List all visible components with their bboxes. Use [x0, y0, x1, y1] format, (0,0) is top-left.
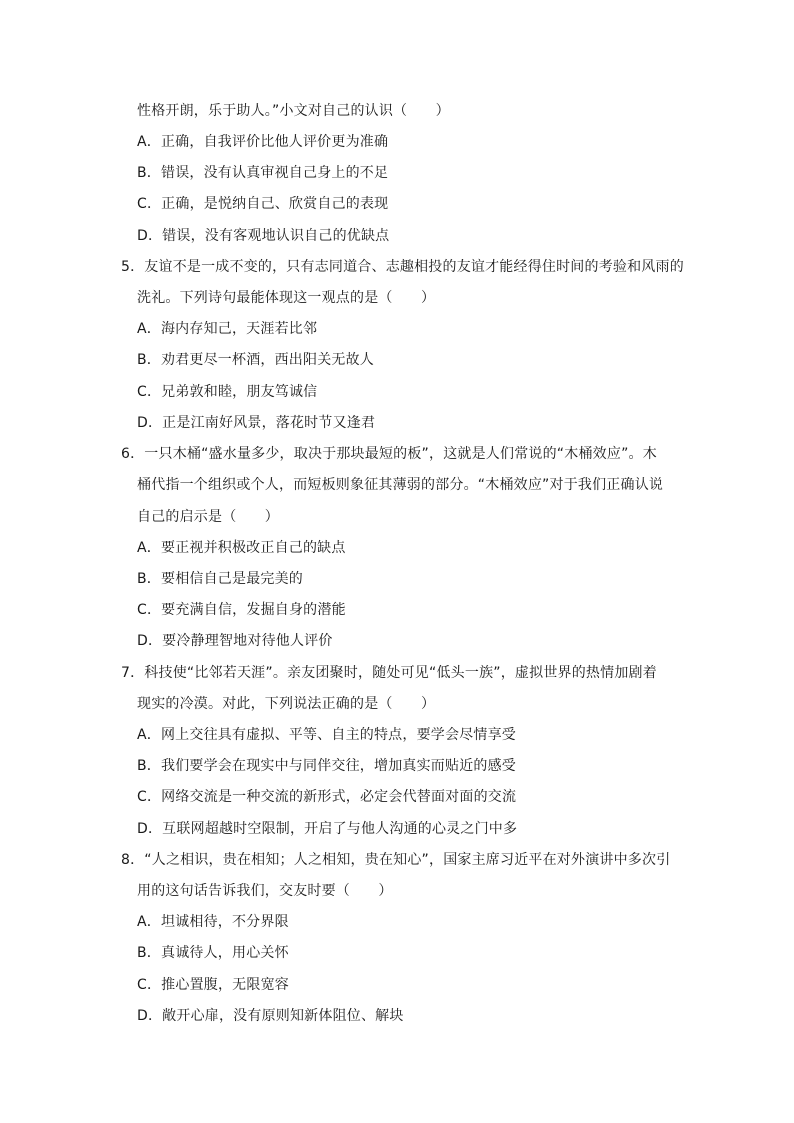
question-5-option-a: A．海内存知己，天涯若比邻 [137, 321, 318, 337]
question-7-option-c: C．网络交流是一种交流的新形式，必定会代替面对面的交流 [137, 789, 517, 805]
question-6-option-b: B．要相信自己是最完美的 [137, 571, 304, 587]
question-8-stem-line: 用的这句话告诉我们，交友时要（ ） [137, 883, 393, 899]
question-7-stem-line: 现实的冷漠。对此，下列说法正确的是（ ） [137, 696, 436, 712]
question-7-option-b: B．我们要学会在现实中与同伴交往，增加真实而贴近的感受 [137, 758, 517, 774]
question-6-option-a: A．要正视并积极改正自己的缺点 [137, 540, 346, 556]
question-5-stem-line: 洗礼。下列诗句最能体现这一观点的是（ ） [137, 290, 436, 306]
question-5-option-b: B．劝君更尽一杯酒，西出阳关无故人 [137, 352, 375, 368]
question-4-option-d: D．错误，没有客观地认识自己的优缺点 [137, 228, 390, 244]
question-6-option-d: D．要冷静理智地对待他人评价 [137, 633, 333, 649]
question-8-option-b: B．真诚待人，用心关怀 [137, 945, 289, 961]
question-8-stem-line: 8．“人之相识，贵在相知；人之相知，贵在知心”，国家主席习近平在对外演讲中多次引 [121, 852, 671, 868]
question-4-stem-line: 性格开朗，乐于助人。”小文对自己的认识（ ） [137, 103, 450, 119]
question-6-stem-line: 桶代指一个组织或个人，而短板则象征其薄弱的部分。“木桶效应”对于我们正确认说 [137, 477, 664, 493]
question-8-option-c: C．推心置腹，无限宽容 [137, 977, 289, 993]
question-4-option-a: A．正确，自我评价比他人评价更为准确 [137, 134, 389, 150]
question-6-stem-line: 6．一只木桶“盛水量多少，取决于那块最短的板”，这就是人们常说的“木桶效应”。木 [121, 446, 657, 462]
question-4-option-b: B．错误，没有认真审视自己身上的不足 [137, 165, 389, 181]
question-8-option-a: A．坦诚相待，不分界限 [137, 914, 289, 930]
question-6-stem-line: 自己的启示是（ ） [137, 509, 279, 525]
question-6-option-c: C．要充满自信，发掘自身的潜能 [137, 602, 346, 618]
question-5-stem-line: 5．友谊不是一成不变的，只有志同道合、志趣相投的友谊才能经得住时间的考验和风雨的 [121, 259, 684, 275]
question-4-option-c: C．正确，是悦纳自己、欣赏自己的表现 [137, 196, 389, 212]
question-7-option-d: D．互联网超越时空限制，开启了与他人沟通的心灵之门中多 [137, 821, 518, 837]
question-7-option-a: A．网上交往具有虚拟、平等、自主的特点，要学会尽情享受 [137, 727, 516, 743]
question-5-option-c: C．兄弟敦和睦，朋友笃诚信 [137, 384, 318, 400]
question-7-stem-line: 7．科技使“比邻若天涯”。亲友团聚时，随处可见“低头一族”，虚拟世界的热情加剧着 [121, 665, 657, 681]
question-8-option-d: D．敞开心扉，没有原则知新体阻位、解块 [137, 1008, 404, 1024]
question-5-option-d: D．正是江南好风景，落花时节又逢君 [137, 415, 376, 431]
